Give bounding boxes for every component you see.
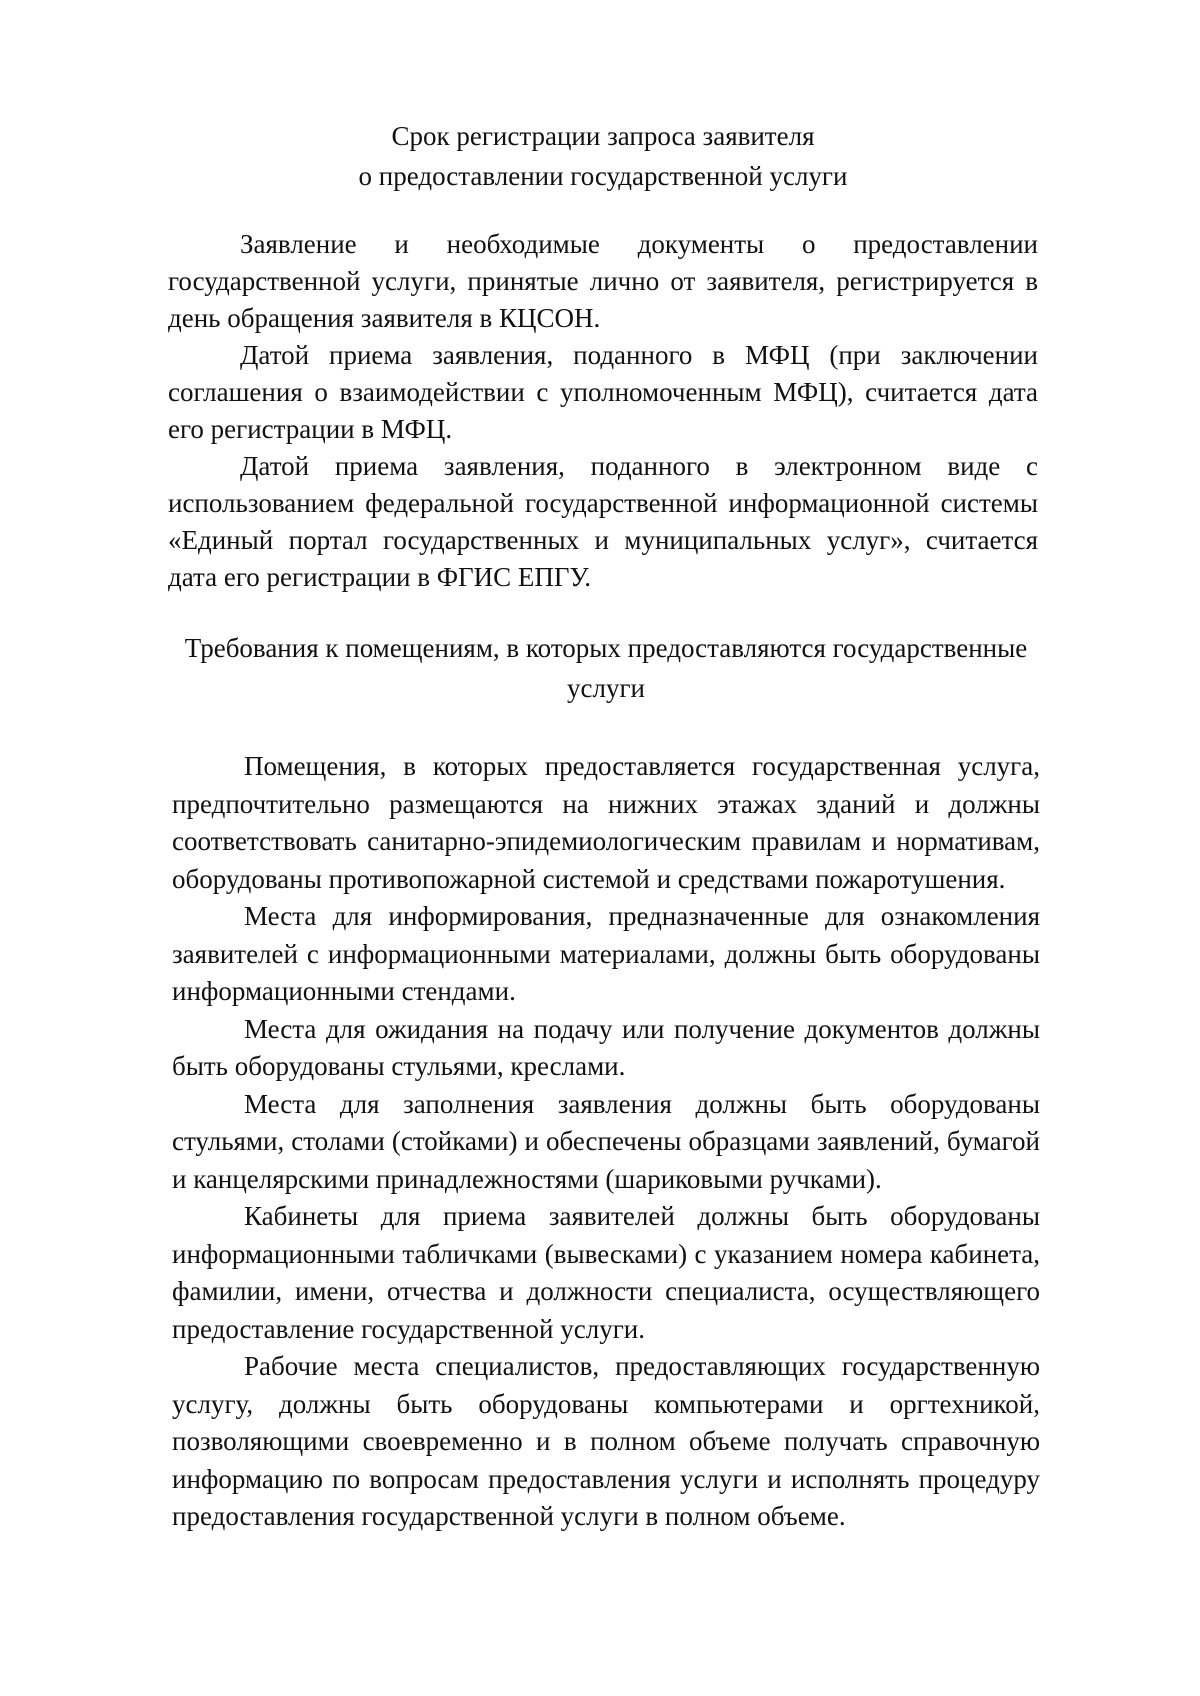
section-title-line: Срок регистрации запроса заявителя xyxy=(391,121,815,151)
section-registration-term xyxy=(168,116,1038,596)
section-body xyxy=(172,748,1040,1536)
section-title-line: о предоставлении государственной услуги xyxy=(358,161,848,191)
section-title xyxy=(168,116,1038,196)
paragraph: Места для заполнения заявления должны быть оборудованы стульями, столами (стойками) и обеспечены образцами заявлений, бумагой и канцелярскими принадлежностями (шариковыми ручками). xyxy=(172,1088,1040,1194)
section-premises-requirements xyxy=(172,628,1040,1536)
paragraph: Места для ожидания на подачу или получение документов должны быть оборудованы стульями, креслами. xyxy=(172,1013,1040,1081)
paragraph: Рабочие места специалистов, предоставляющих государственную услугу, должны быть оборудованы компьютерами и оргтехникой, позволяющими своевременно и в полном объеме получать справочную информацию по вопросам предоставления услуги и исполнять процедуру предоставления государственной услуги в полном объеме. xyxy=(172,1351,1040,1531)
paragraph: Датой приема заявления, поданного в электронном виде с использованием федеральной государственной информационной системы «Единый портал государственных и муниципальных услуг», считается дата его регистрации в ФГИС ЕПГУ. xyxy=(168,451,1038,592)
paragraph: Датой приема заявления, поданного в МФЦ (при заключении соглашения о взаимодействии с уполномоченным МФЦ), считается дата его регистрации в МФЦ. xyxy=(168,340,1038,444)
section-title-line: услуги xyxy=(567,673,645,703)
section-title xyxy=(172,628,1040,708)
paragraph: Заявление и необходимые документы о предоставлении государственной услуги, принятые лично от заявителя, регистрируется в день обращения заявителя в КЦСОН. xyxy=(168,229,1038,333)
section-title-line: Требования к помещениям, в которых предоставляются государственные xyxy=(184,633,1028,663)
paragraph: Места для информирования, предназначенные для ознакомления заявителей с информационными материалами, должны быть оборудованы информационными стендами. xyxy=(172,901,1040,1006)
paragraph: Кабинеты для приема заявителей должны быть оборудованы информационными табличками (вывесками) с указанием номера кабинета, фамилии, имени, отчества и должности специалиста, осуществляющего предоставление государственной услуги. xyxy=(172,1201,1040,1344)
section-body xyxy=(168,226,1038,596)
paragraph: Помещения, в которых предоставляется государственная услуга, предпочтительно размещаются на нижних этажах зданий и должны соответствовать санитарно-эпидемиологическим правилам и нормативам, оборудованы противопожарной системой и средствами пожаротушения. xyxy=(172,751,1040,894)
